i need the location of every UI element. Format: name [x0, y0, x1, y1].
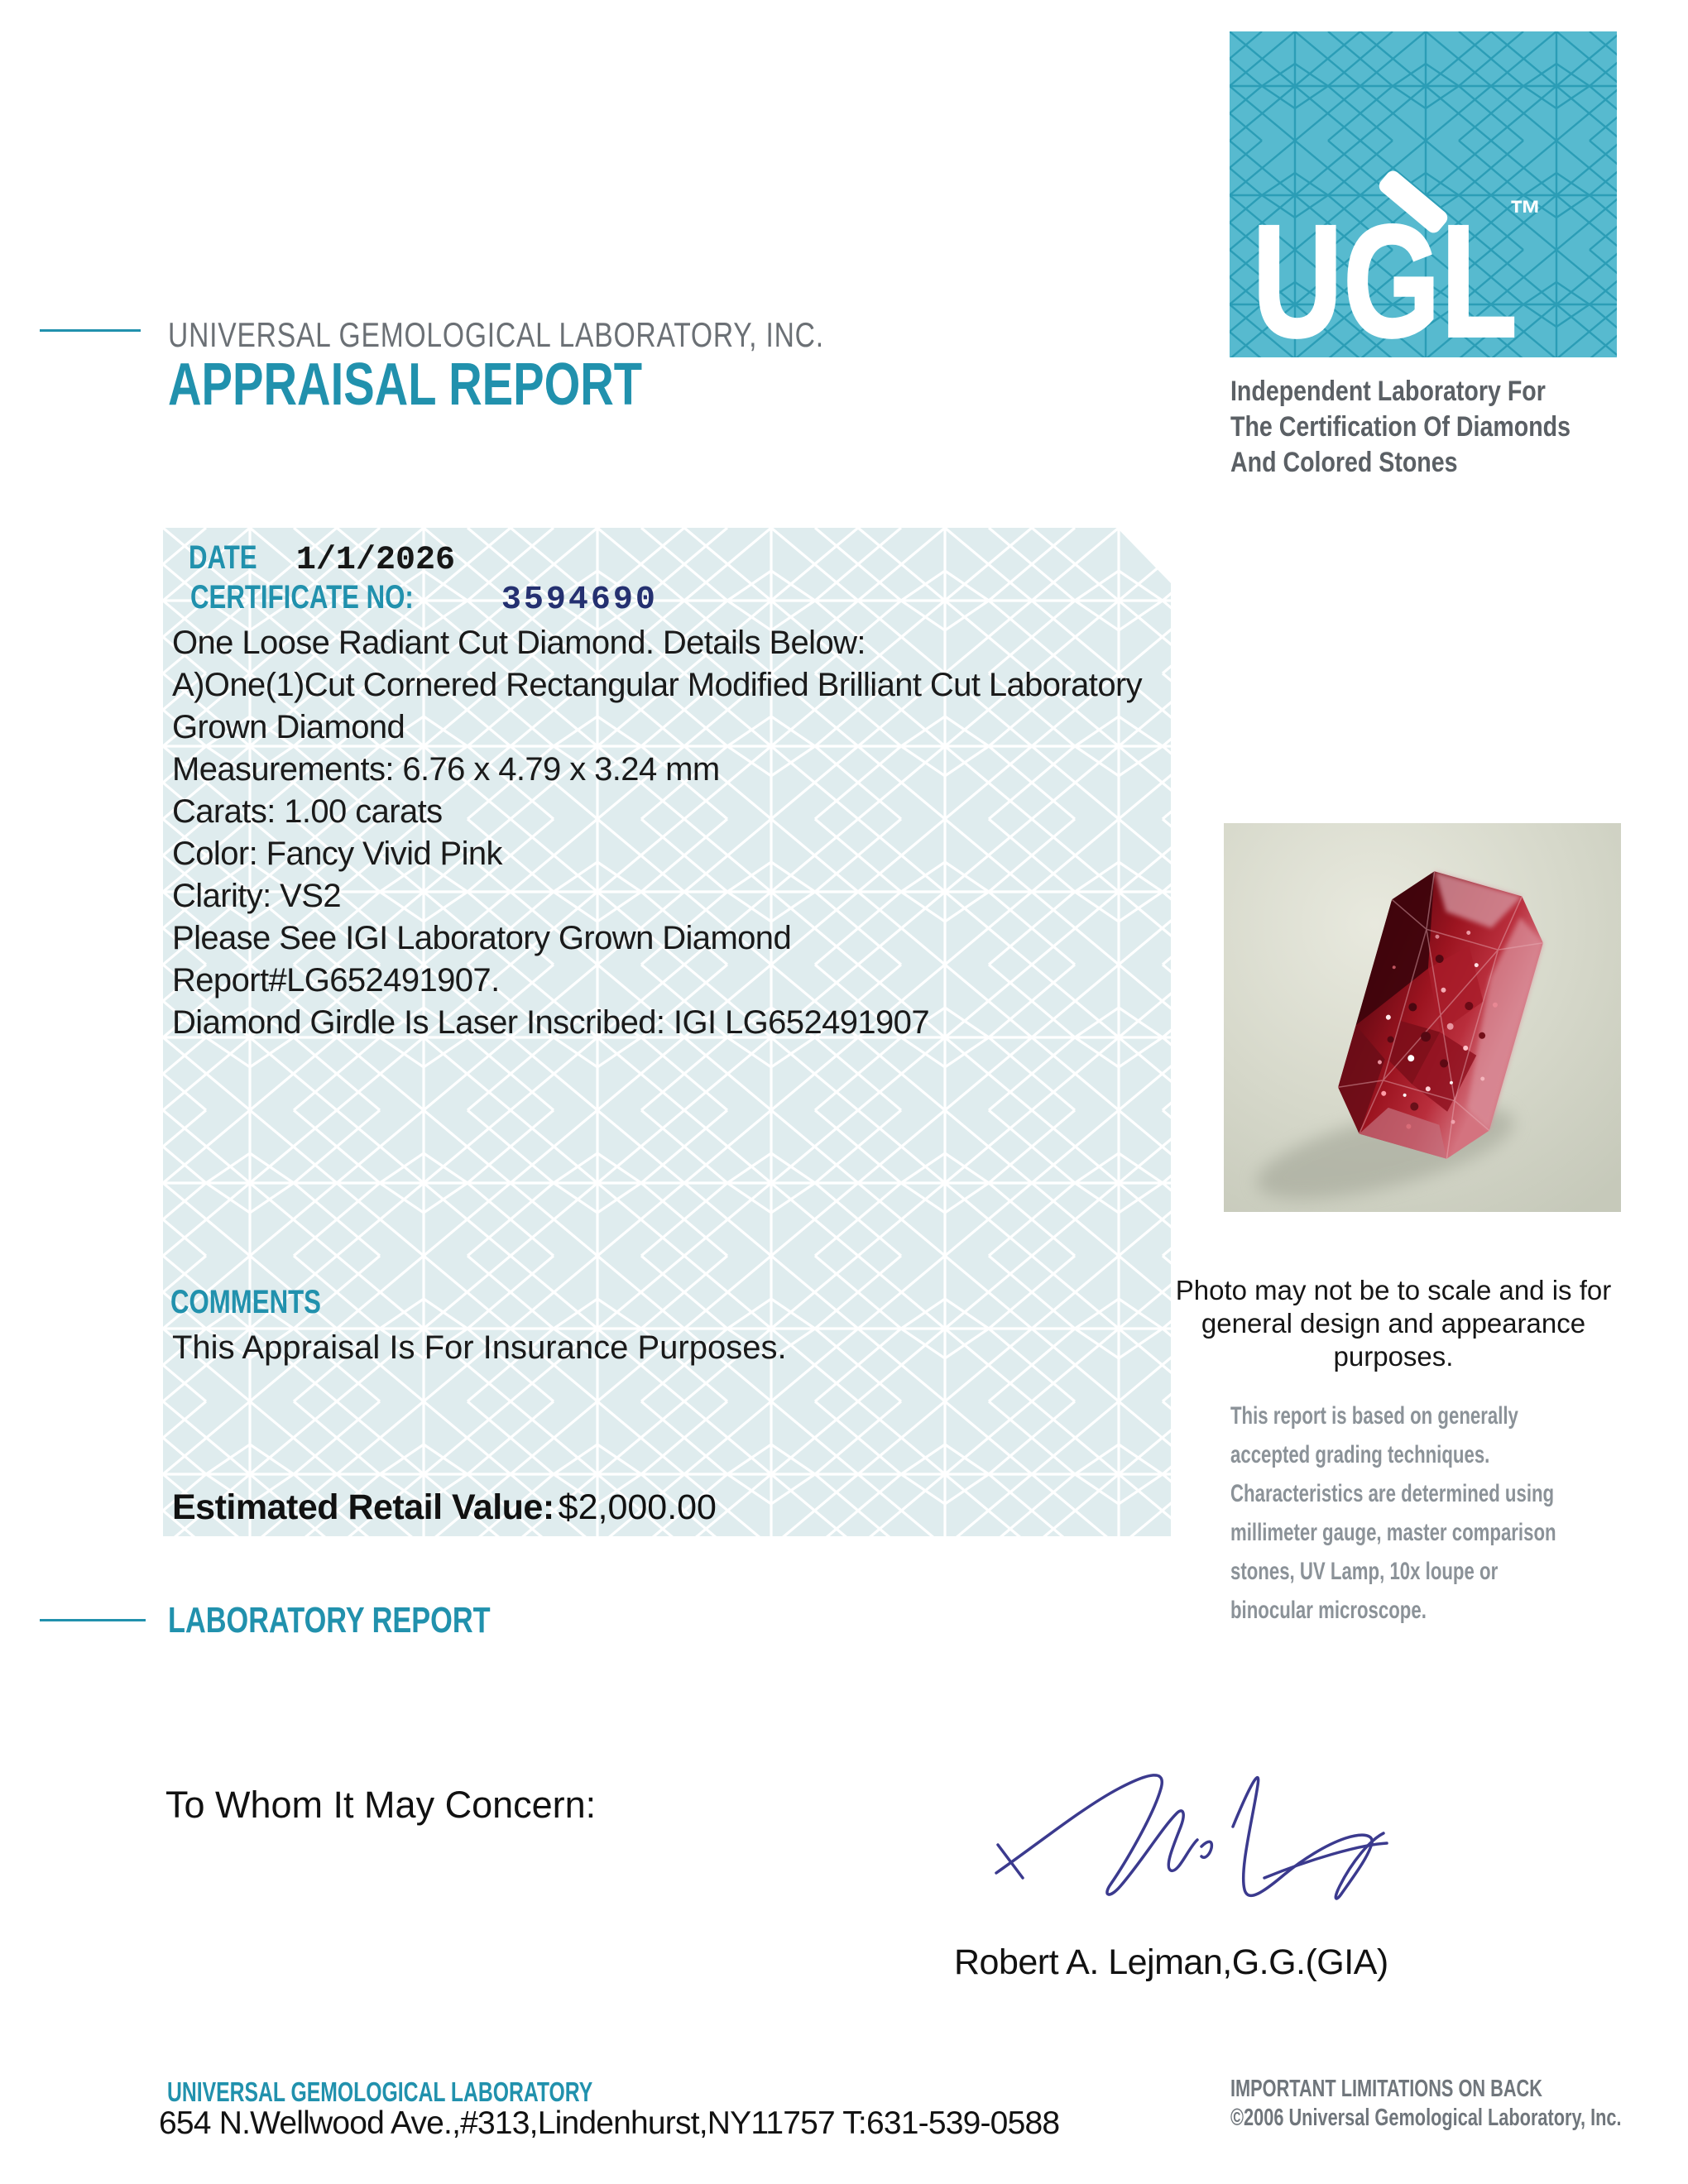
- description-line: Clarity: VS2: [172, 878, 341, 914]
- certificate-number-value: 3594690: [501, 582, 658, 619]
- description-line: Report#LG652491907.: [172, 962, 500, 999]
- grading-note-line: binocular microscope.: [1230, 1597, 1427, 1624]
- diamond-description: [172, 622, 1142, 1044]
- logo-caption-line: And Colored Stones: [1230, 447, 1458, 478]
- ugl-logo: [1230, 31, 1617, 357]
- signer-name: Robert A. Lejman,G.G.(GIA): [954, 1942, 1388, 1982]
- description-line: One Loose Radiant Cut Diamond. Details Below:: [172, 625, 866, 661]
- logo-wordmark: UGL: [1253, 193, 1518, 357]
- grading-note-line: accepted grading techniques.: [1230, 1441, 1490, 1468]
- certificate-number-label: CERTIFICATE NO:: [190, 579, 414, 615]
- logo-caption-line: The Certification Of Diamonds: [1230, 411, 1571, 443]
- logo-caption-line: Independent Laboratory For: [1230, 376, 1546, 407]
- logo-caption: [1230, 374, 1635, 481]
- footer-address: 654 N.Wellwood Ave.,#313,Lindenhurst,NY11757 T:631-539-0588: [159, 2105, 1060, 2141]
- lab-report-title: LABORATORY REPORT: [168, 1600, 491, 1640]
- header-accent-line: [40, 329, 141, 332]
- photo-disclaimer-line: general design and appearance purposes.: [1201, 1308, 1586, 1372]
- diamond-photo: [1224, 823, 1621, 1212]
- grading-note-line: millimeter gauge, master comparison: [1230, 1519, 1556, 1546]
- certificate-number-row: [190, 579, 658, 619]
- description-line: Diamond Girdle Is Laser Inscribed: IGI LG652491907: [172, 1004, 929, 1041]
- company-name: [168, 315, 988, 355]
- description-line: Carats: 1.00 carats: [172, 793, 443, 830]
- date-value: 1/1/2026: [295, 542, 455, 579]
- page-title: [168, 351, 776, 419]
- date-label: DATE: [189, 539, 257, 576]
- date-row: [189, 539, 455, 579]
- footer-company: UNIVERSAL GEMOLOGICAL LABORATORY: [167, 2076, 593, 2107]
- footer-limitations: IMPORTANT LIMITATIONS ON BACK: [1230, 2076, 1542, 2102]
- comments-text: This Appraisal Is For Insurance Purposes.: [172, 1329, 787, 1366]
- estimated-value-amount: $2,000.00: [558, 1487, 717, 1527]
- description-line: Measurements: 6.76 x 4.79 x 3.24 mm: [172, 751, 720, 788]
- description-line: Color: Fancy Vivid Pink: [172, 836, 502, 872]
- footer-copyright: ©2006 Universal Gemological Laboratory, Inc.: [1230, 2105, 1622, 2131]
- photo-disclaimer-line: Photo may not be to scale and is for: [1175, 1275, 1612, 1305]
- comments-label: COMMENTS: [170, 1284, 321, 1320]
- lab-report-accent-line: [40, 1619, 146, 1621]
- grading-note-line: stones, UV Lamp, 10x loupe or: [1230, 1558, 1499, 1585]
- page-title-text: APPRAISAL REPORT: [168, 352, 643, 418]
- company-name-text: UNIVERSAL GEMOLOGICAL LABORATORY, INC.: [168, 315, 824, 354]
- estimated-value-row: [172, 1487, 717, 1528]
- signature: [985, 1747, 1398, 1937]
- photo-disclaimer: [1145, 1274, 1642, 1373]
- estimated-value-label: Estimated Retail Value:: [172, 1487, 554, 1527]
- description-line: Grown Diamond: [172, 709, 405, 745]
- description-line: A)One(1)Cut Cornered Rectangular Modified Brilliant Cut Laboratory: [172, 667, 1143, 703]
- salutation: To Whom It May Concern:: [165, 1784, 597, 1826]
- trademark-symbol: ™: [1509, 193, 1542, 236]
- description-line: Please See IGI Laboratory Grown Diamond: [172, 920, 792, 956]
- grading-note-line: This report is based on generally: [1230, 1402, 1518, 1430]
- grading-methodology-note: [1230, 1396, 1671, 1630]
- grading-note-line: Characteristics are determined using: [1230, 1480, 1555, 1507]
